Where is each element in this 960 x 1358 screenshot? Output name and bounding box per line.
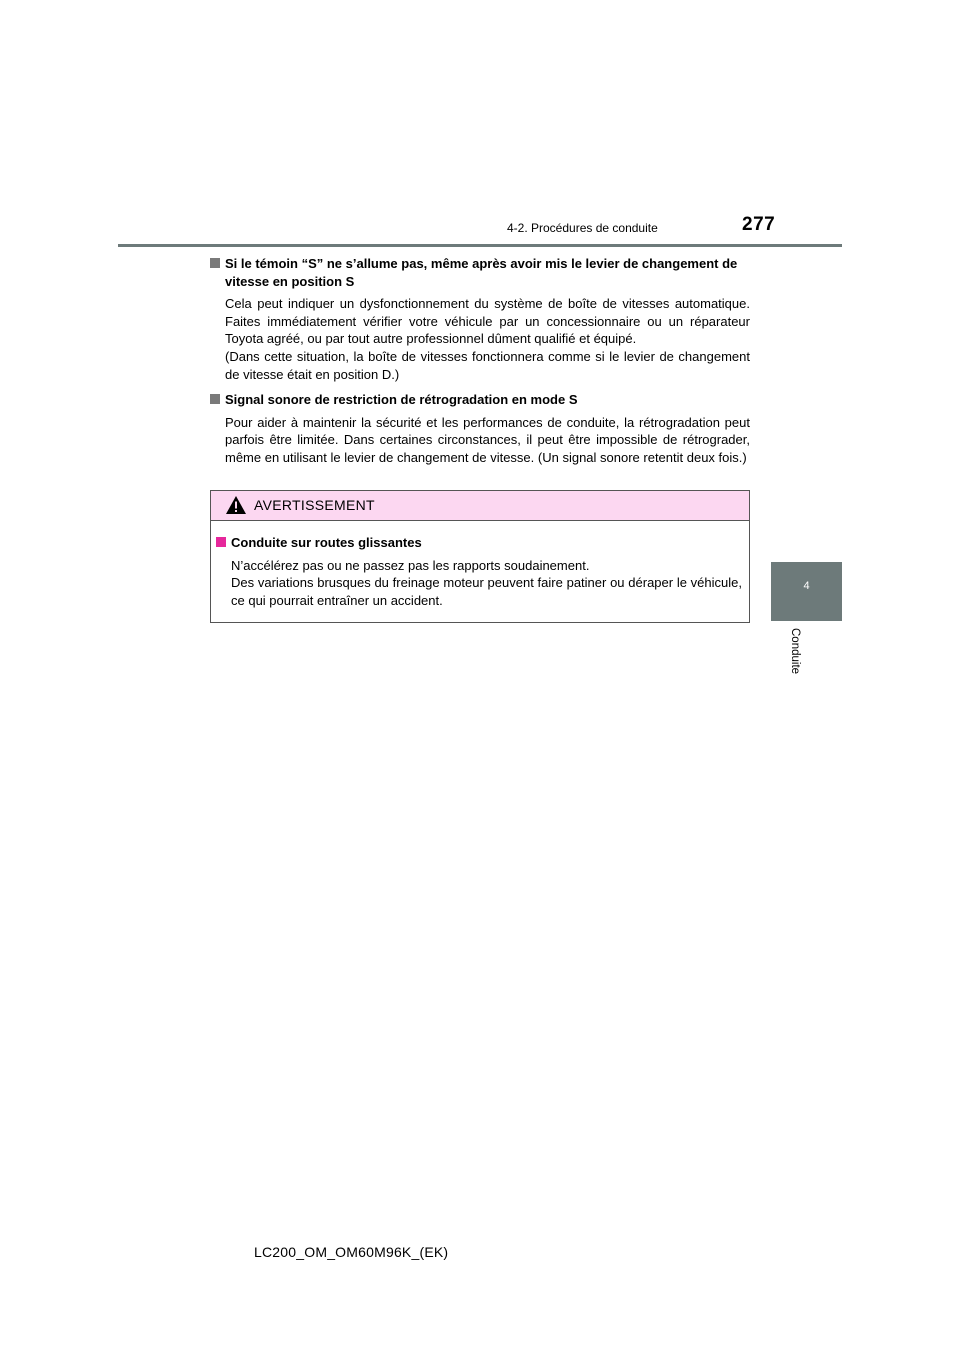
section-heading-text: Si le témoin “S” ne s’allume pas, même après avoir mis le levier de changement de vitesse en position S <box>225 256 738 289</box>
section-heading-text: Signal sonore de restriction de rétrogradation en mode S <box>225 392 578 408</box>
square-bullet-icon <box>210 258 220 268</box>
warning-heading <box>216 534 742 552</box>
header-section-title: 4-2. Procédures de conduite <box>507 221 658 235</box>
chapter-number: 4 <box>803 580 810 592</box>
chapter-tab[interactable] <box>771 562 842 621</box>
warning-title: AVERTISSEMENT <box>254 497 375 513</box>
section-paragraph: (Dans cette situation, la boîte de vitesses fonctionnera comme si le levier de changement de vitesse était en position D.) <box>225 348 750 382</box>
section-heading <box>210 255 750 290</box>
chapter-label <box>787 628 801 688</box>
warning-body <box>211 521 749 609</box>
square-bullet-icon <box>216 537 226 547</box>
section-downshift-signal <box>210 391 750 466</box>
main-content <box>210 255 750 471</box>
warning-triangle-icon <box>225 495 247 515</box>
page-number: 277 <box>742 214 776 235</box>
chapter-label-text: Conduite <box>789 628 801 675</box>
section-s-indicator <box>210 255 750 383</box>
warning-line: Des variations brusques du freinage moteur peuvent faire patiner ou déraper le véhicule, ce qui pourrait entraîner un accident. <box>231 575 742 608</box>
warning-heading-text: Conduite sur routes glissantes <box>231 535 422 550</box>
header-rule <box>118 244 842 247</box>
section-heading <box>210 391 750 409</box>
section-paragraph: Pour aider à maintenir la sécurité et les performances de conduite, la rétrogradation peut parfois être limitée. Dans certaines circonstances, il peut être impossible de rétrograder, même en utilisant le levier de changement de vitesse. (Un signal sonore retentit deux fois.) <box>225 414 750 465</box>
warning-box <box>210 490 750 623</box>
warning-header <box>211 491 749 521</box>
warning-line: N’accélérez pas ou ne passez pas les rapports soudainement. <box>231 557 590 573</box>
square-bullet-icon <box>210 394 220 404</box>
document-code: LC200_OM_OM60M96K_(EK) <box>254 1244 449 1260</box>
section-paragraph: Cela peut indiquer un dysfonctionnement du système de boîte de vitesses automatique. Faites immédiatement vérifier votre véhicule par un concessionnaire ou un réparateur Toyota agréé, ou par tout autre professionnel dûment qualifié et équipé. <box>225 296 750 347</box>
